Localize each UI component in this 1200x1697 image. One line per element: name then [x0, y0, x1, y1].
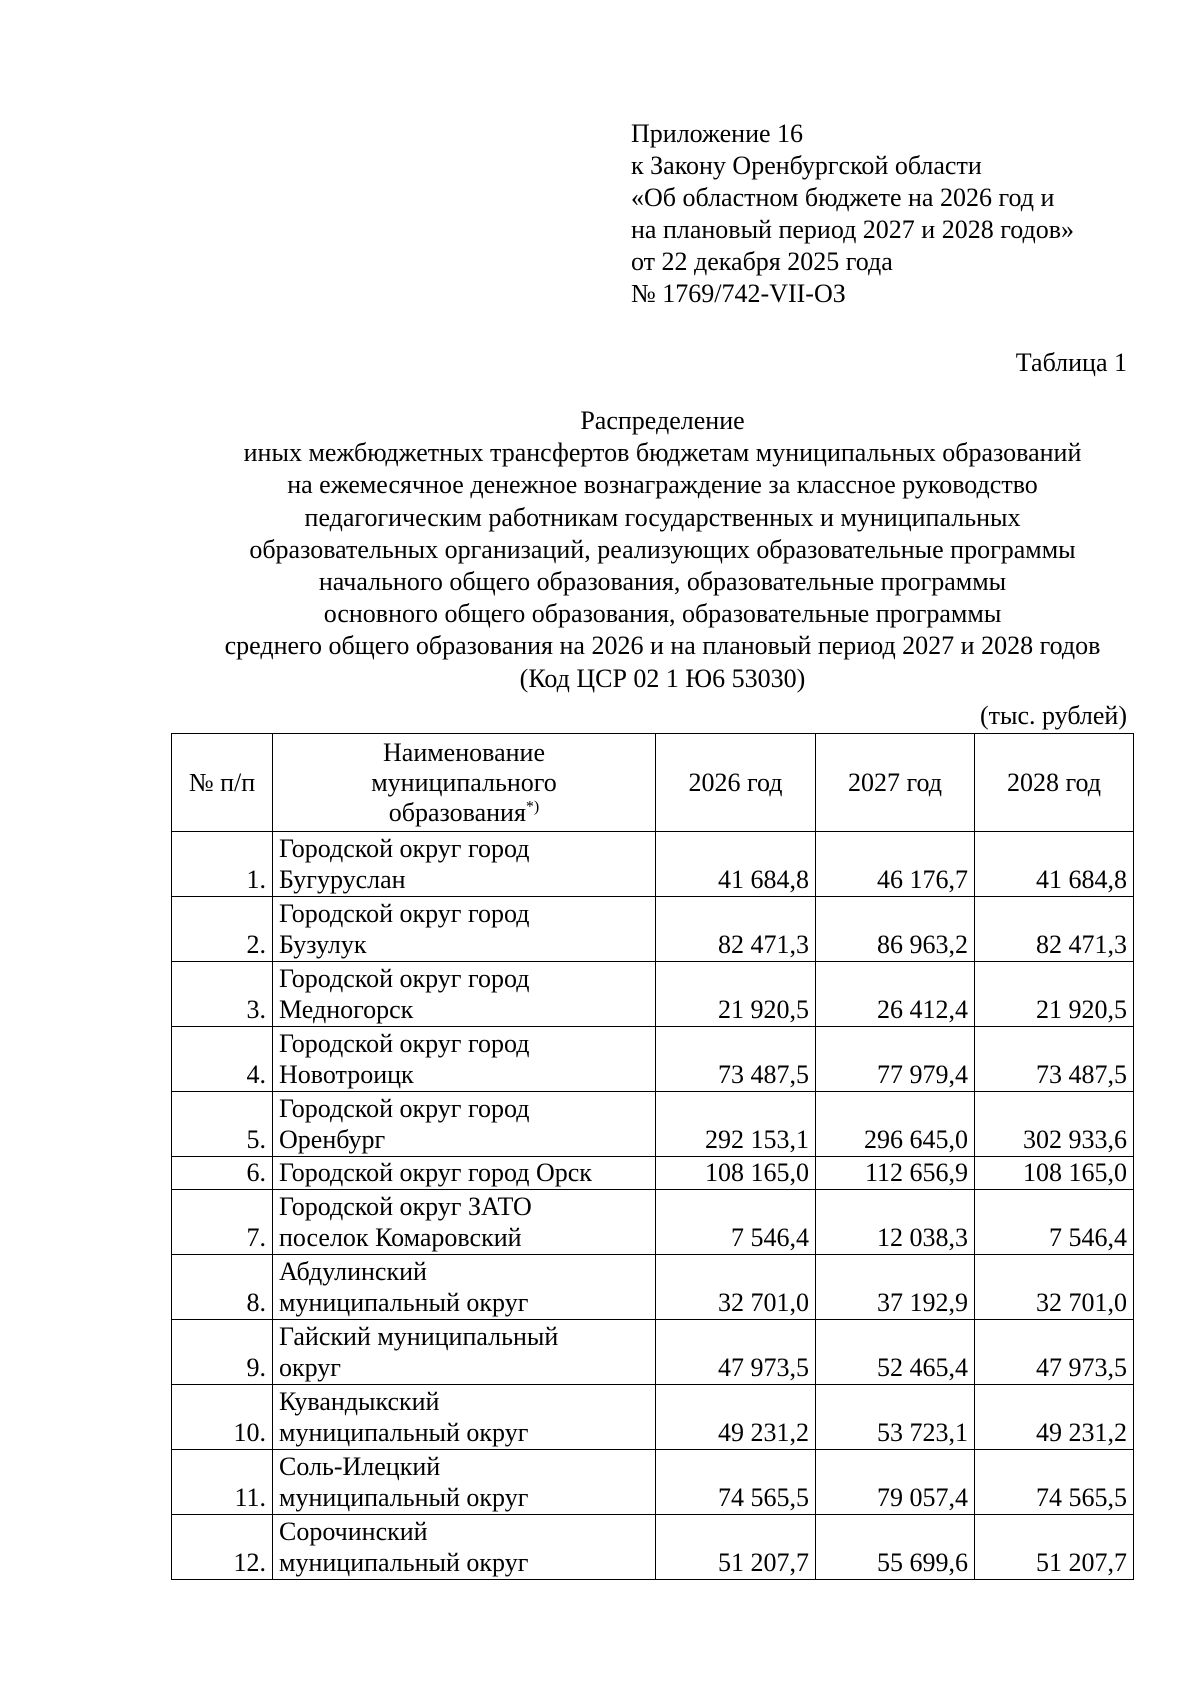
value-2028: 51 207,7	[975, 1515, 1134, 1580]
row-num: 2.	[172, 897, 273, 962]
row-name-line: Городской округ город Орск	[279, 1158, 592, 1187]
table-row	[172, 962, 1134, 1027]
table-row	[172, 1190, 1134, 1255]
row-name	[273, 1190, 656, 1255]
value-2026: 51 207,7	[656, 1515, 816, 1580]
header-name-line: муниципального	[371, 767, 557, 797]
value-2028: 302 933,6	[975, 1092, 1134, 1157]
title-line: иных межбюджетных трансфертов бюджетам муниципальных образований	[243, 438, 1082, 468]
value-2028: 7 546,4	[975, 1190, 1134, 1255]
row-num: 6.	[172, 1157, 273, 1190]
row-name	[273, 1450, 656, 1515]
header-name-text: образования	[388, 797, 526, 827]
value-2027: 112 656,9	[816, 1157, 975, 1190]
value-2026: 47 973,5	[656, 1320, 816, 1385]
row-num: 12.	[172, 1515, 273, 1580]
table-row	[172, 1255, 1134, 1320]
row-num: 8.	[172, 1255, 273, 1320]
row-name-line: Городской округ город	[279, 899, 530, 928]
value-2027: 296 645,0	[816, 1092, 975, 1157]
title-line: педагогическим работникам государственных и муниципальных	[304, 502, 1021, 532]
value-2026: 82 471,3	[656, 897, 816, 962]
row-name	[273, 1320, 656, 1385]
row-name-line: Новотроицк	[279, 1060, 414, 1089]
table-row	[172, 897, 1134, 962]
table-row	[172, 832, 1134, 897]
row-name-line: Соль-Илецкий	[279, 1452, 441, 1481]
row-name-line: муниципальный округ	[279, 1483, 529, 1512]
row-name	[273, 1092, 656, 1157]
appendix-line: № 1769/742-VII-ОЗ	[631, 279, 846, 308]
header-name-line: Наименование	[383, 737, 545, 767]
row-num: 4.	[172, 1027, 273, 1092]
header-num: № п/п	[172, 734, 273, 832]
table-row	[172, 1385, 1134, 1450]
row-name-line: округ	[279, 1353, 341, 1382]
row-num: 9.	[172, 1320, 273, 1385]
row-num: 3.	[172, 962, 273, 1027]
value-2026: 108 165,0	[656, 1157, 816, 1190]
row-name-line: муниципальный округ	[279, 1548, 529, 1577]
value-2027: 55 699,6	[816, 1515, 975, 1580]
row-name-line: Оренбург	[279, 1125, 386, 1154]
value-2026: 292 153,1	[656, 1092, 816, 1157]
table-row	[172, 1450, 1134, 1515]
row-name-line: Абдулинский	[279, 1257, 427, 1286]
table-header-row	[172, 734, 1134, 832]
row-num: 10.	[172, 1385, 273, 1450]
value-2027: 37 192,9	[816, 1255, 975, 1320]
value-2028: 41 684,8	[975, 832, 1134, 897]
value-2027: 79 057,4	[816, 1450, 975, 1515]
header-name	[273, 734, 656, 832]
title-line: образовательных организаций, реализующих образовательные программы	[249, 534, 1076, 564]
document-title	[0, 405, 1200, 695]
row-name-line: Городской округ город	[279, 964, 530, 993]
value-2027: 52 465,4	[816, 1320, 975, 1385]
appendix-line: к Закону Оренбургской области	[631, 151, 982, 180]
row-name-line: Городской округ город	[279, 1029, 530, 1058]
value-2028: 32 701,0	[975, 1255, 1134, 1320]
budget-table	[171, 733, 1134, 1580]
row-name-line: Медногорск	[279, 995, 414, 1024]
value-2026: 49 231,2	[656, 1385, 816, 1450]
table-row	[172, 1027, 1134, 1092]
header-2028: 2028 год	[975, 734, 1134, 832]
value-2028: 47 973,5	[975, 1320, 1134, 1385]
value-2027: 77 979,4	[816, 1027, 975, 1092]
row-name-line: Бугуруслан	[279, 865, 406, 894]
header-name-line	[279, 798, 649, 828]
appendix-line: от 22 декабря 2025 года	[631, 247, 893, 276]
row-name	[273, 1157, 656, 1190]
row-name	[273, 832, 656, 897]
value-2028: 73 487,5	[975, 1027, 1134, 1092]
row-name	[273, 1385, 656, 1450]
row-name-line: Городской округ ЗАТО	[279, 1192, 532, 1221]
row-name	[273, 1255, 656, 1320]
row-num: 7.	[172, 1190, 273, 1255]
row-name-line: муниципальный округ	[279, 1288, 529, 1317]
value-2027: 86 963,2	[816, 897, 975, 962]
title-line: (Код ЦСР 02 1 Ю6 53030)	[519, 663, 806, 693]
title-line: на ежемесячное денежное вознаграждение за классное руководство	[287, 470, 1038, 500]
value-2027: 46 176,7	[816, 832, 975, 897]
appendix-line: Приложение 16	[631, 119, 804, 148]
title-line: среднего общего образования на 2026 и на плановый период 2027 и 2028 годов	[224, 631, 1101, 661]
table-row	[172, 1515, 1134, 1580]
value-2026: 32 701,0	[656, 1255, 816, 1320]
row-num: 1.	[172, 832, 273, 897]
row-name-line: Городской округ город	[279, 834, 530, 863]
value-2028: 74 565,5	[975, 1450, 1134, 1515]
table-row	[172, 1092, 1134, 1157]
table-label: Таблица 1	[1015, 348, 1127, 377]
header-2026: 2026 год	[656, 734, 816, 832]
value-2026: 41 684,8	[656, 832, 816, 897]
row-name	[273, 1515, 656, 1580]
value-2026: 74 565,5	[656, 1450, 816, 1515]
title-line: начального общего образования, образовательные программы	[318, 567, 1007, 597]
row-name	[273, 1027, 656, 1092]
value-2028: 108 165,0	[975, 1157, 1134, 1190]
row-name-line: поселок Комаровский	[279, 1223, 522, 1252]
row-name-line: Сорочинский	[279, 1517, 428, 1546]
title-line: основного общего образования, образовательные программы	[323, 599, 1002, 629]
row-name-line: Городской округ город	[279, 1094, 530, 1123]
table-row	[172, 1157, 1134, 1190]
value-2028: 21 920,5	[975, 962, 1134, 1027]
unit-label: (тыс. рублей)	[979, 701, 1127, 730]
row-num: 5.	[172, 1092, 273, 1157]
title-line: Распределение	[580, 406, 745, 435]
appendix-line: на плановый период 2027 и 2028 годов»	[631, 215, 1074, 244]
value-2026: 73 487,5	[656, 1027, 816, 1092]
header-2027: 2027 год	[816, 734, 975, 832]
value-2027: 12 038,3	[816, 1190, 975, 1255]
appendix-line: «Об областном бюджете на 2026 год и	[631, 183, 1055, 212]
footnote-marker: *)	[525, 797, 540, 815]
row-name-line: Гайский муниципальный	[279, 1322, 559, 1351]
value-2027: 26 412,4	[816, 962, 975, 1027]
value-2027: 53 723,1	[816, 1385, 975, 1450]
table-row	[172, 1320, 1134, 1385]
row-name-line: Кувандыкский	[279, 1387, 440, 1416]
value-2028: 49 231,2	[975, 1385, 1134, 1450]
appendix-header	[631, 118, 1074, 310]
value-2028: 82 471,3	[975, 897, 1134, 962]
row-name	[273, 897, 656, 962]
value-2026: 21 920,5	[656, 962, 816, 1027]
value-2026: 7 546,4	[656, 1190, 816, 1255]
row-num: 11.	[172, 1450, 273, 1515]
row-name-line: муниципальный округ	[279, 1418, 529, 1447]
row-name	[273, 962, 656, 1027]
row-name-line: Бузулук	[279, 930, 367, 959]
